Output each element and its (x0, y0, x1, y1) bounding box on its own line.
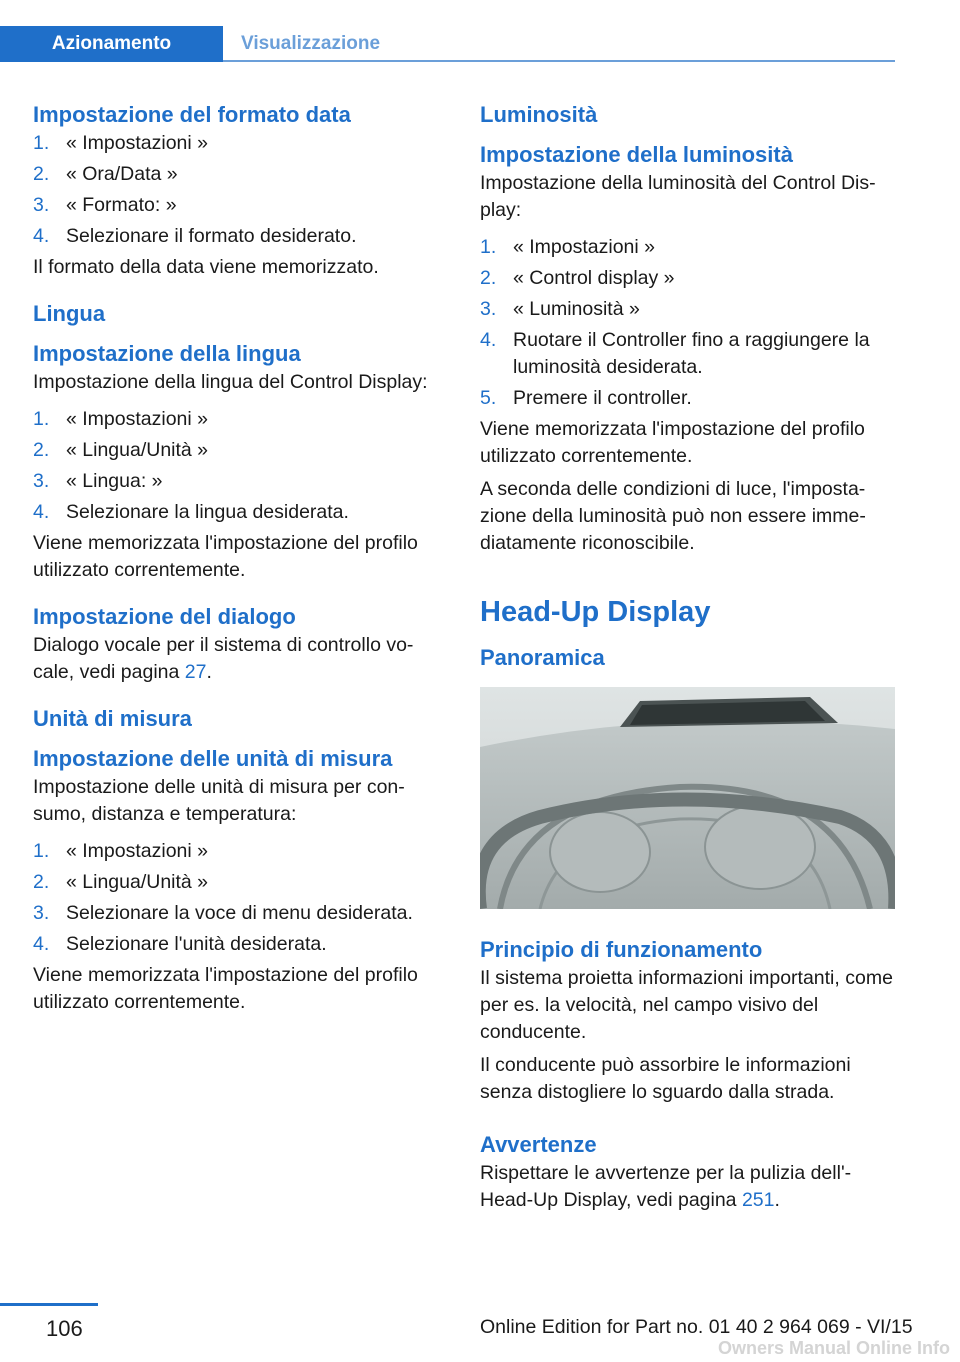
hud-dashboard-illustration (480, 687, 895, 909)
list-item: 4. Selezionare l'unità desiderata. (33, 933, 327, 955)
date-format-steps (33, 130, 448, 250)
page-link-27[interactable]: 27 (184, 661, 207, 683)
brightness-steps (480, 234, 895, 412)
right-column (480, 100, 895, 1220)
left-column (33, 100, 448, 1022)
brightness-note-2: A seconda delle condizioni di luce, l'imposta-zione della luminosità può non essere imme-diatamente riconoscibile. (480, 478, 866, 554)
language-heading: Lingua (33, 301, 106, 326)
brightness-intro: Impostazione della luminosità del Control Dis-play: (480, 172, 876, 221)
list-item: 3. « Luminosità » (480, 298, 640, 320)
list-item: 4. Ruotare il Controller fino a raggiungere la luminosità desiderata. (480, 329, 870, 378)
date-format-note: Il formato della data viene memorizzato. (33, 256, 379, 278)
brightness-note-1: Viene memorizzata l'impostazione del profilo utilizzato correntemente. (480, 418, 865, 467)
units-intro: Impostazione delle unità di misura per con-sumo, distanza e temperatura: (33, 776, 405, 825)
footer-divider (0, 1303, 98, 1306)
list-item: 3. « Formato: » (33, 194, 177, 216)
language-subheading: Impostazione della lingua (33, 341, 301, 366)
warnings-text: Rispettare le avvertenze per la pulizia dell'-Head-Up Display, vedi pagina 251. (480, 1162, 852, 1211)
units-steps (33, 838, 448, 958)
dialog-heading: Impostazione del dialogo (33, 604, 296, 629)
watermark: Owners Manual Online Info (717, 1338, 950, 1358)
list-item: 3. Selezionare la voce di menu desiderata. (33, 902, 413, 924)
list-item: 5. Premere il controller. (480, 387, 692, 409)
hud-overview-heading: Panoramica (480, 645, 605, 670)
language-steps (33, 406, 448, 526)
language-note: Viene memorizzata l'impostazione del profilo utilizzato correntemente. (33, 532, 418, 581)
warnings-heading: Avvertenze (480, 1132, 597, 1157)
tab-azionamento[interactable]: Azionamento (0, 26, 223, 62)
list-item: 2. « Lingua/Unità » (33, 439, 209, 461)
brightness-heading: Luminosità (480, 102, 598, 127)
dialog-text: Dialogo vocale per il sistema di controllo vo-cale, vedi pagina 27. (33, 634, 414, 683)
page-header (0, 26, 960, 62)
units-subheading: Impostazione delle unità di misura (33, 746, 393, 771)
list-item: 4. Selezionare il formato desiderato. (33, 225, 357, 247)
list-item: 1. « Impostazioni » (33, 132, 208, 154)
page-link-251[interactable]: 251 (741, 1189, 775, 1211)
list-item: 1. « Impostazioni » (33, 408, 208, 430)
edition-text: Online Edition for Part no. 01 40 2 964 069 - VI/15 (480, 1316, 913, 1338)
list-item: 4. Selezionare la lingua desiderata. (33, 501, 349, 523)
units-heading: Unità di misura (33, 706, 192, 731)
brightness-subheading: Impostazione della luminosità (480, 142, 793, 167)
date-format-heading: Impostazione del formato data (33, 102, 351, 127)
units-note: Viene memorizzata l'impostazione del profilo utilizzato correntemente. (33, 964, 418, 1013)
principle-text-2: Il conducente può assorbire le informazioni senza distogliere lo sguardo dalla strada. (480, 1054, 851, 1103)
header-divider (223, 60, 895, 62)
list-item: 2. « Ora/Data » (33, 163, 178, 185)
list-item: 2. « Lingua/Unità » (33, 871, 209, 893)
language-intro: Impostazione della lingua del Control Display: (33, 371, 428, 393)
list-item: 1. « Impostazioni » (480, 236, 655, 258)
tab-visualizzazione[interactable]: Visualizzazione (241, 33, 381, 54)
principle-text-1: Il sistema proietta informazioni importanti, come per es. la velocità, nel campo visivo del conducente. (480, 967, 893, 1043)
hud-heading: Head-Up Display (480, 596, 711, 628)
page-number: 106 (46, 1316, 83, 1341)
list-item: 3. « Lingua: » (33, 470, 163, 492)
list-item: 2. « Control display » (480, 267, 675, 289)
list-item: 1. « Impostazioni » (33, 840, 208, 862)
principle-heading: Principio di funzionamento (480, 937, 763, 962)
